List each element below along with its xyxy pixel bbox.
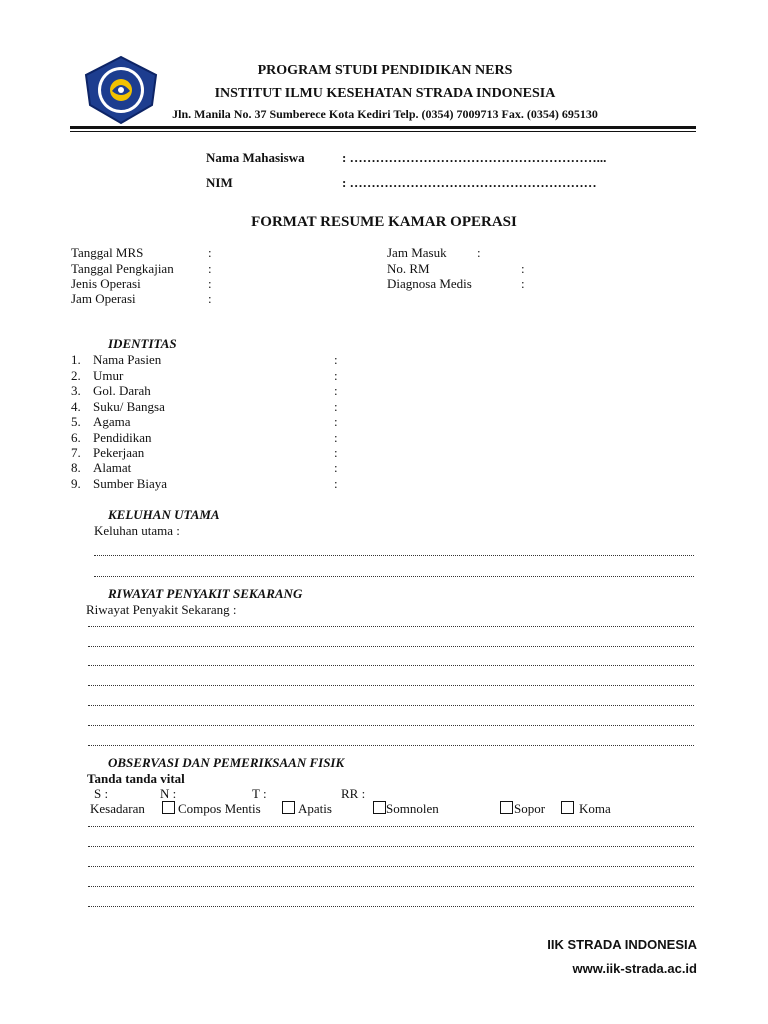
riwayat-line[interactable] bbox=[88, 685, 694, 686]
student-name-label: Nama Mahasiswa bbox=[206, 150, 305, 165]
observasi-line[interactable] bbox=[88, 846, 694, 847]
vital-t: T : bbox=[252, 786, 267, 801]
identitas-sep: : bbox=[334, 460, 338, 475]
identitas-num: 7. bbox=[71, 445, 81, 460]
checkbox-compos-mentis[interactable] bbox=[162, 801, 261, 817]
checkbox-icon bbox=[373, 801, 386, 814]
institute-address: Jln. Manila No. 37 Sumberece Kota Kediri Telp. (0354) 7009713 Fax. (0354) 695130 bbox=[172, 107, 598, 121]
institute-title: INSTITUT ILMU KESEHATAN STRADA INDONESIA bbox=[214, 86, 556, 101]
program-title: PROGRAM STUDI PENDIDIKAN NERS bbox=[257, 63, 513, 78]
identitas-label: Umur bbox=[93, 368, 124, 383]
header-rule-thin bbox=[70, 131, 696, 132]
info-label: Jenis Operasi bbox=[71, 276, 141, 291]
info-label: Jam Masuk bbox=[387, 245, 447, 260]
info-sep: : bbox=[208, 276, 212, 291]
institution-logo bbox=[82, 55, 160, 125]
option-label: Koma bbox=[579, 801, 611, 816]
info-label: Tanggal MRS bbox=[71, 245, 144, 260]
identitas-label: Alamat bbox=[93, 460, 132, 475]
riwayat-line[interactable] bbox=[88, 705, 694, 706]
observasi-line[interactable] bbox=[88, 826, 694, 827]
riwayat-label: Riwayat Penyakit Sekarang : bbox=[86, 602, 237, 617]
option-label: Somnolen bbox=[386, 801, 439, 816]
vital-signs-label: Tanda tanda vital bbox=[87, 771, 185, 786]
identitas-sep: : bbox=[334, 414, 338, 429]
identitas-label: Agama bbox=[93, 414, 131, 429]
identitas-sep: : bbox=[334, 399, 338, 414]
checkbox-apatis[interactable] bbox=[282, 801, 332, 817]
checkbox-icon bbox=[282, 801, 295, 814]
info-label: Tanggal Pengkajian bbox=[71, 261, 174, 276]
identitas-label: Suku/ Bangsa bbox=[93, 399, 165, 414]
riwayat-line[interactable] bbox=[88, 646, 694, 647]
info-sep: : bbox=[208, 261, 212, 276]
keluhan-line[interactable] bbox=[94, 555, 694, 556]
checkbox-somnolen[interactable] bbox=[373, 801, 439, 817]
riwayat-line[interactable] bbox=[88, 626, 694, 627]
option-label: Sopor bbox=[514, 801, 546, 816]
info-sep: : bbox=[208, 291, 212, 306]
identitas-label: Gol. Darah bbox=[93, 383, 151, 398]
riwayat-heading: RIWAYAT PENYAKIT SEKARANG bbox=[108, 586, 303, 601]
info-label: No. RM bbox=[387, 261, 430, 276]
identitas-num: 9. bbox=[71, 476, 81, 491]
checkbox-icon bbox=[500, 801, 513, 814]
header-rule-thick bbox=[70, 126, 696, 129]
info-sep: : bbox=[208, 245, 212, 260]
footer-url[interactable]: www.iik-strada.ac.id bbox=[572, 961, 697, 976]
keluhan-line[interactable] bbox=[94, 576, 694, 577]
checkbox-koma[interactable] bbox=[561, 801, 611, 817]
identitas-label: Nama Pasien bbox=[93, 352, 162, 367]
riwayat-line[interactable] bbox=[88, 665, 694, 666]
identitas-num: 2. bbox=[71, 368, 81, 383]
observasi-line[interactable] bbox=[88, 886, 694, 887]
identitas-num: 8. bbox=[71, 460, 81, 475]
identitas-num: 6. bbox=[71, 430, 81, 445]
info-label: Jam Operasi bbox=[71, 291, 136, 306]
identitas-sep: : bbox=[334, 430, 338, 445]
identitas-label: Pendidikan bbox=[93, 430, 152, 445]
option-label: Compos Mentis bbox=[178, 801, 261, 816]
identitas-label: Pekerjaan bbox=[93, 445, 145, 460]
info-sep: : bbox=[477, 245, 481, 260]
student-name-field[interactable]: : …………………………………………………... bbox=[342, 150, 607, 165]
info-label: Diagnosa Medis bbox=[387, 276, 472, 291]
kesadaran-label: Kesadaran bbox=[90, 801, 145, 816]
footer-org: IIK STRADA INDONESIA bbox=[547, 937, 697, 952]
identitas-sep: : bbox=[334, 383, 338, 398]
identitas-label: Sumber Biaya bbox=[93, 476, 168, 491]
info-sep: : bbox=[521, 261, 525, 276]
keluhan-label: Keluhan utama : bbox=[94, 523, 180, 538]
identitas-num: 4. bbox=[71, 399, 81, 414]
checkbox-sopor[interactable] bbox=[500, 801, 545, 817]
nim-field[interactable]: : ………………………………………………… bbox=[342, 175, 597, 190]
identitas-sep: : bbox=[334, 445, 338, 460]
checkbox-icon bbox=[561, 801, 574, 814]
observasi-line[interactable] bbox=[88, 906, 694, 907]
observasi-line[interactable] bbox=[88, 866, 694, 867]
observasi-heading: OBSERVASI DAN PEMERIKSAAN FISIK bbox=[108, 755, 345, 770]
vital-n: N : bbox=[160, 786, 177, 801]
document-title: FORMAT RESUME KAMAR OPERASI bbox=[251, 214, 517, 230]
identitas-sep: : bbox=[334, 352, 338, 367]
vital-rr: RR : bbox=[341, 786, 366, 801]
info-sep: : bbox=[521, 276, 525, 291]
nim-label: NIM bbox=[206, 175, 233, 190]
checkbox-icon bbox=[162, 801, 175, 814]
keluhan-heading: KELUHAN UTAMA bbox=[108, 507, 220, 522]
riwayat-line[interactable] bbox=[88, 725, 694, 726]
riwayat-line[interactable] bbox=[88, 745, 694, 746]
identitas-sep: : bbox=[334, 476, 338, 491]
identitas-num: 3. bbox=[71, 383, 81, 398]
identitas-sep: : bbox=[334, 368, 338, 383]
option-label: Apatis bbox=[298, 801, 332, 816]
identitas-num: 1. bbox=[71, 352, 81, 367]
vital-s: S : bbox=[94, 786, 109, 801]
identitas-num: 5. bbox=[71, 414, 81, 429]
identitas-heading: IDENTITAS bbox=[108, 336, 177, 351]
